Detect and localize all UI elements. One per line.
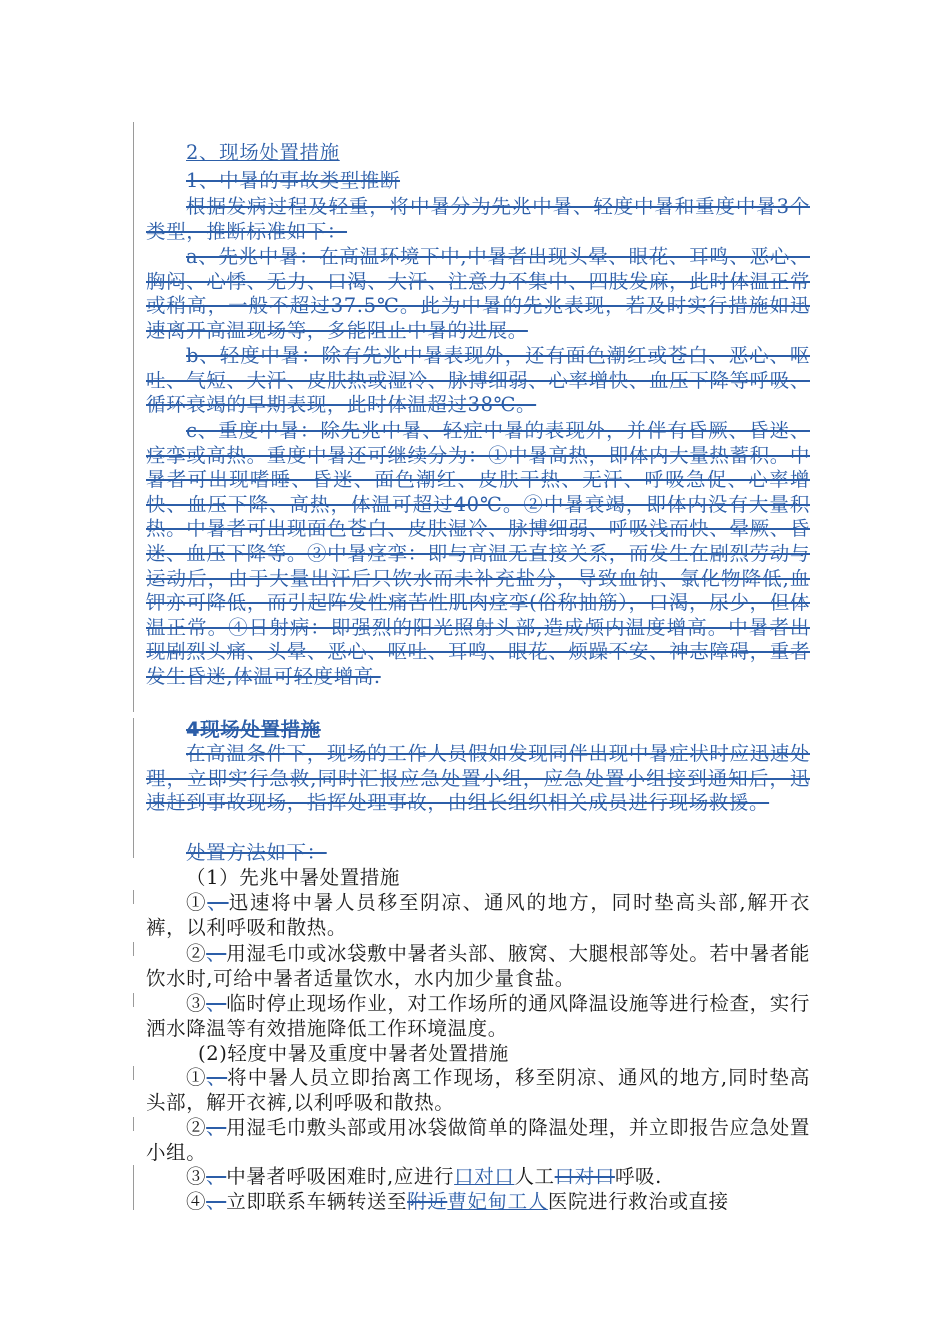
list-number: ① [186,891,208,914]
deleted-paragraph [146,245,810,343]
deleted-text: 口对口 [554,1165,615,1188]
list-number: ① [186,1066,207,1089]
deleted-text: a、先兆中暑：在高温环境下中,中暑者出现头晕、眼花、耳鸣、恶心、胸闷、心悸、无力、口渴、大汗、注意力不集中、四肢发麻，此时体温正常或稍高，一般不超过37.5℃。此为中暑的先兆表现，若及时实行措施如迅速离开高温现场等，多能阻止中暑的进展。 [146,245,810,342]
list-item [146,1116,810,1165]
body-text: 临时停止现场作业，对工作场所的通风降温设施等进行检查，实行洒水降温等有效措施降低工作环境温度。 [146,992,810,1040]
deleted-paragraph [146,841,810,866]
list-item [146,1066,810,1115]
deleted-paragraph [146,419,810,690]
deleted-mark: 、 [207,891,229,914]
list-number: ② [186,1116,207,1139]
inserted-text: 曹妃甸工人 [447,1190,548,1213]
subsection-heading [146,866,810,891]
deleted-mark: 、 [206,1116,227,1139]
list-item [146,1190,810,1215]
list-number: ③ [186,992,207,1015]
body-text: （1）先兆中暑处置措施 [186,866,401,889]
deleted-text: 处置方法如下： [186,841,327,864]
change-bar [133,122,134,712]
deleted-paragraph [146,195,810,244]
body-text: 用湿毛巾敷头部或用冰袋做简单的降温处理，并立即报告应急处置小组。 [146,1116,810,1164]
deleted-heading [146,718,810,743]
deleted-mark: 、 [206,1066,228,1089]
body-text: 中暑者呼吸困难时,应进行 [226,1165,455,1188]
list-number: ④ [186,1190,207,1213]
body-text: 立即联系车辆转送至 [226,1190,408,1213]
change-bar [133,1117,134,1131]
body-text: 医院进行救治或直接 [547,1190,729,1213]
deleted-text: c、重度中暑：除先兆中暑、轻症中暑的表现外，并伴有昏厥、昏迷、痉挛或高热。重度中暑还可继续分为：①中暑高热，即体内大量热蓄积。中暑者可出现嗜睡、昏迷、面色潮红、皮肤干热、无汗、呼吸急促、心率增快、血压下降、高热，体温可超过40℃。②中暑衰竭，即体内没有大量积热。中暑者可出现面色苍白、皮肤湿冷、脉搏细弱、呼吸浅而快、晕厥、昏迷、血压下降等。③中暑痉挛：即与高温无直接关系，而发生在剧烈劳动与运动后，由于大量出汗后只饮水而未补充盐分，导致血钠、氯化物降低,血钾亦可降低，而引起阵发性痛苦性肌肉痉挛(俗称抽筋），口渴，尿少，但体温正常。④日射病：即强烈的阳光照射头部,造成颅内温度增高。中暑者出现剧烈头痛、头晕、恶心、呕吐、耳鸣、眼花、烦躁不安、神志障碍，重者发生昏迷,体温可轻度增高. [146,419,810,688]
list-number: ② [186,942,207,965]
deleted-heading [146,169,810,194]
list-item [146,992,810,1041]
deleted-mark: 、 [206,1190,227,1213]
section-heading-inserted [146,141,810,166]
list-number: ③ [186,1165,207,1188]
list-item [146,891,810,940]
deleted-text: 在高温条件下，现场的工作人员假如发现同伴出现中暑症状时应迅速处理，立即实行急救,同时汇报应急处置小组，应急处置小组接到通知后，迅速赶到事故现场，指挥处理事故，由组长组织相关成员进行现场救援。 [146,742,810,815]
list-item [146,942,810,991]
body-text: (2)轻度中暑及重度中暑者处置措施 [198,1042,509,1065]
change-bar [133,1165,134,1210]
subsection-heading [146,1042,810,1067]
deleted-mark: 、 [206,1165,227,1188]
inserted-text: 口对口 [454,1165,515,1188]
deleted-text: 附近 [407,1190,448,1213]
deleted-text: b、轻度中暑：除有先兆中暑表现外，还有面色潮红或苍白、恶心、呕吐、气短、大汗、皮肤热或湿冷、脉搏细弱、心率增快、血压下降等呼吸、循环衰竭的早期表现，此时体温超过38℃。 [146,344,810,417]
deleted-mark: 、 [206,992,227,1015]
inserted-text: 2、现场处置措施 [186,141,340,164]
body-text: 呼吸. [614,1165,662,1188]
deleted-paragraph [146,742,810,816]
deleted-mark: 、 [206,942,227,965]
deleted-text: 4现场处置措施 [186,718,321,741]
change-bar [133,1066,134,1080]
body-text: 将中暑人员立即抬离工作现场，移至阴凉、通风的地方,同时垫高头部，解开衣裤,以利呼吸和散热。 [146,1066,810,1114]
list-item [146,1165,810,1190]
change-bar [133,718,134,858]
body-text: 迅速将中暑人员移至阴凉、通风的地方，同时垫高头部,解开衣裤，以利呼吸和散热。 [146,891,811,939]
deleted-text: 1、中暑的事故类型推断 [186,169,401,192]
deleted-paragraph [146,344,810,418]
change-bar [133,942,134,956]
change-bar [133,993,134,1007]
body-text: 人工 [514,1165,555,1188]
change-bar [133,890,134,904]
deleted-text: 根据发病过程及轻重，将中暑分为先兆中暑、轻度中暑和重度中暑3个类型，推断标准如下： [146,195,810,243]
body-text: 用湿毛巾或冰袋敷中暑者头部、腋窝、大腿根部等处。若中暑者能饮水时,可给中暑者适量饮水，水内加少量食盐。 [146,942,810,990]
